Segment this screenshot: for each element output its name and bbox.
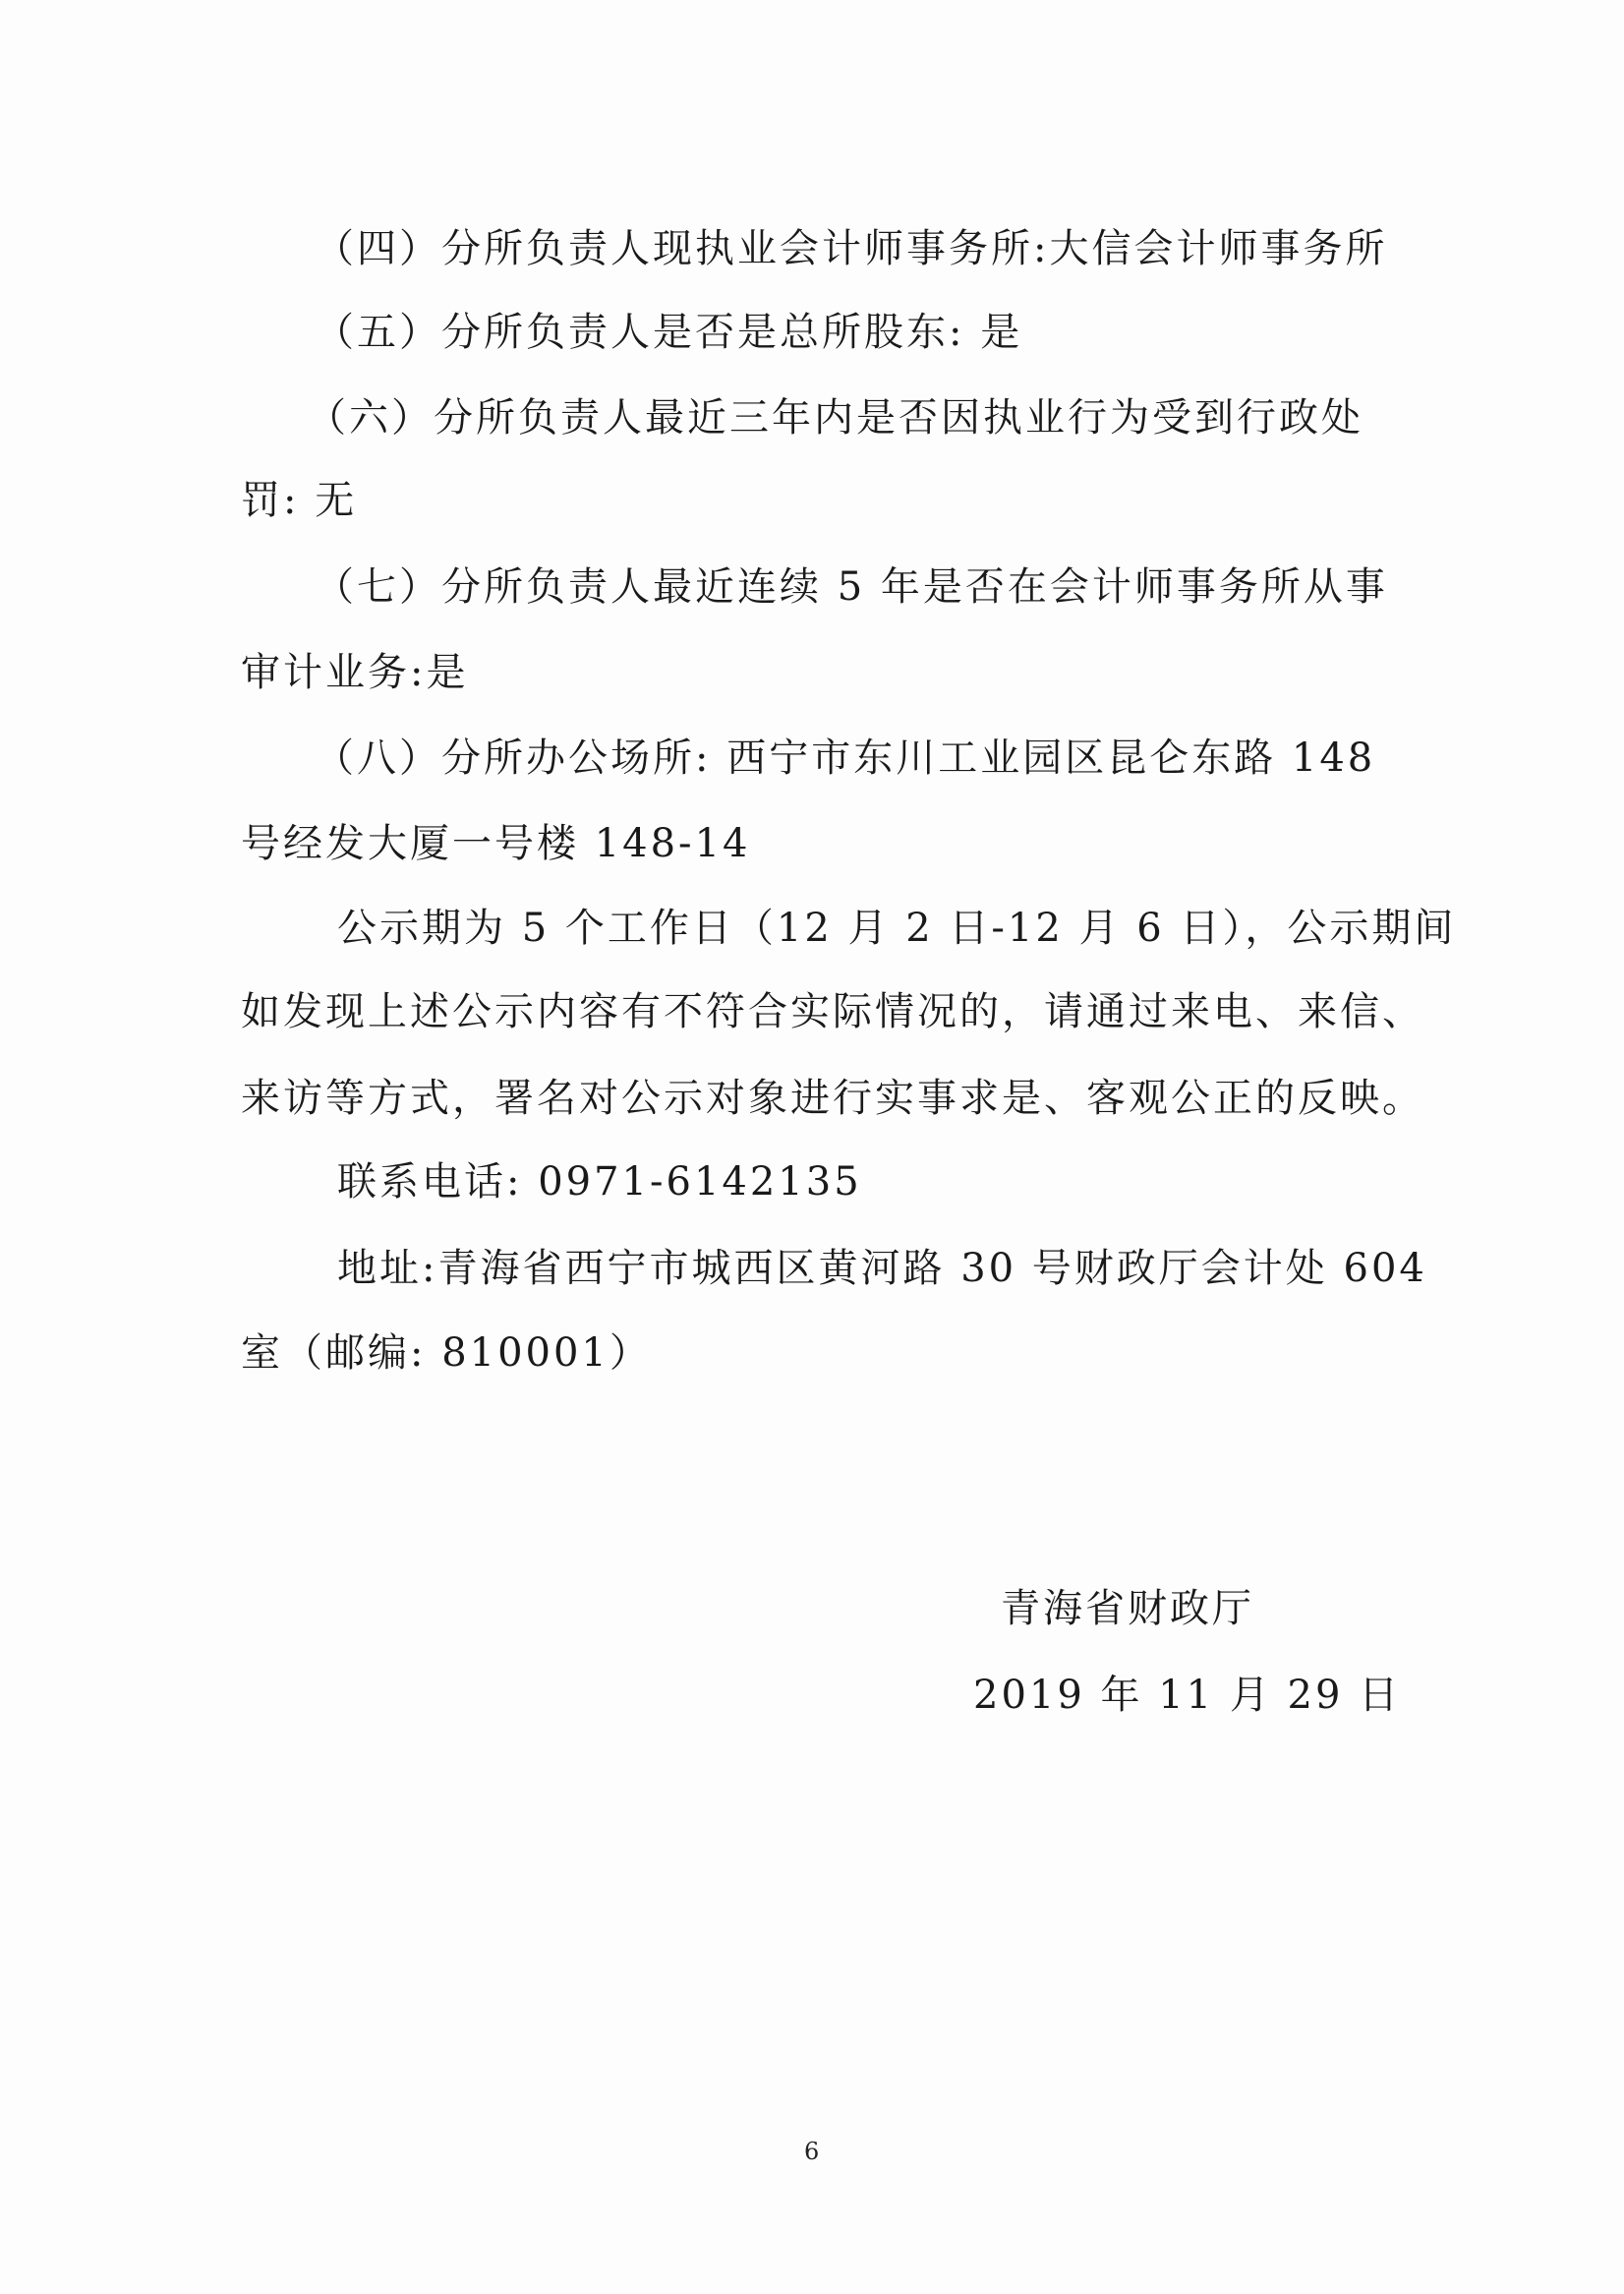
signature-organization: 青海省财政厅 <box>1001 1586 1254 1631</box>
notice-period-paragraph-line-3: 来访等方式，署名对公示对象进行实事求是、客观公正的反映。 <box>241 1076 1424 1121</box>
contact-address-line: 地址:青海省西宁市城西区黄河路 30 号财政厅会计处 604 <box>337 1246 1427 1291</box>
branch-head-audit-experience-line-cont: 审计业务:是 <box>241 650 469 695</box>
branch-head-shareholder-line: （五）分所负责人是否是总所股东: 是 <box>315 310 1023 355</box>
branch-office-address-line: （八）分所办公场所: 西宁市东川工业园区昆仑东路 148 <box>315 735 1376 781</box>
contact-address-line-cont: 室（邮编: 810001） <box>241 1330 652 1376</box>
branch-head-penalty-line-cont: 罚: 无 <box>241 478 358 523</box>
branch-head-audit-experience-line: （七）分所负责人最近连续 5 年是否在会计师事务所从事 <box>315 564 1388 610</box>
contact-phone-line: 联系电话: 0971-6142135 <box>337 1159 862 1205</box>
page-number: 6 <box>804 2138 820 2165</box>
branch-office-address-line-cont: 号经发大厦一号楼 148-14 <box>241 821 751 866</box>
notice-period-paragraph-line-1: 公示期为 5 个工作日（12 月 2 日-12 月 6 日），公示期间 <box>337 906 1457 951</box>
branch-head-penalty-line: （六）分所负责人最近三年内是否因执业行为受到行政处 <box>307 395 1363 441</box>
signature-date: 2019 年 11 月 29 日 <box>973 1673 1402 1718</box>
notice-period-paragraph-line-2: 如发现上述公示内容有不符合实际情况的，请通过来电、来信、 <box>241 989 1424 1034</box>
branch-head-current-firm-line: （四）分所负责人现执业会计师事务所:大信会计师事务所 <box>315 226 1388 271</box>
